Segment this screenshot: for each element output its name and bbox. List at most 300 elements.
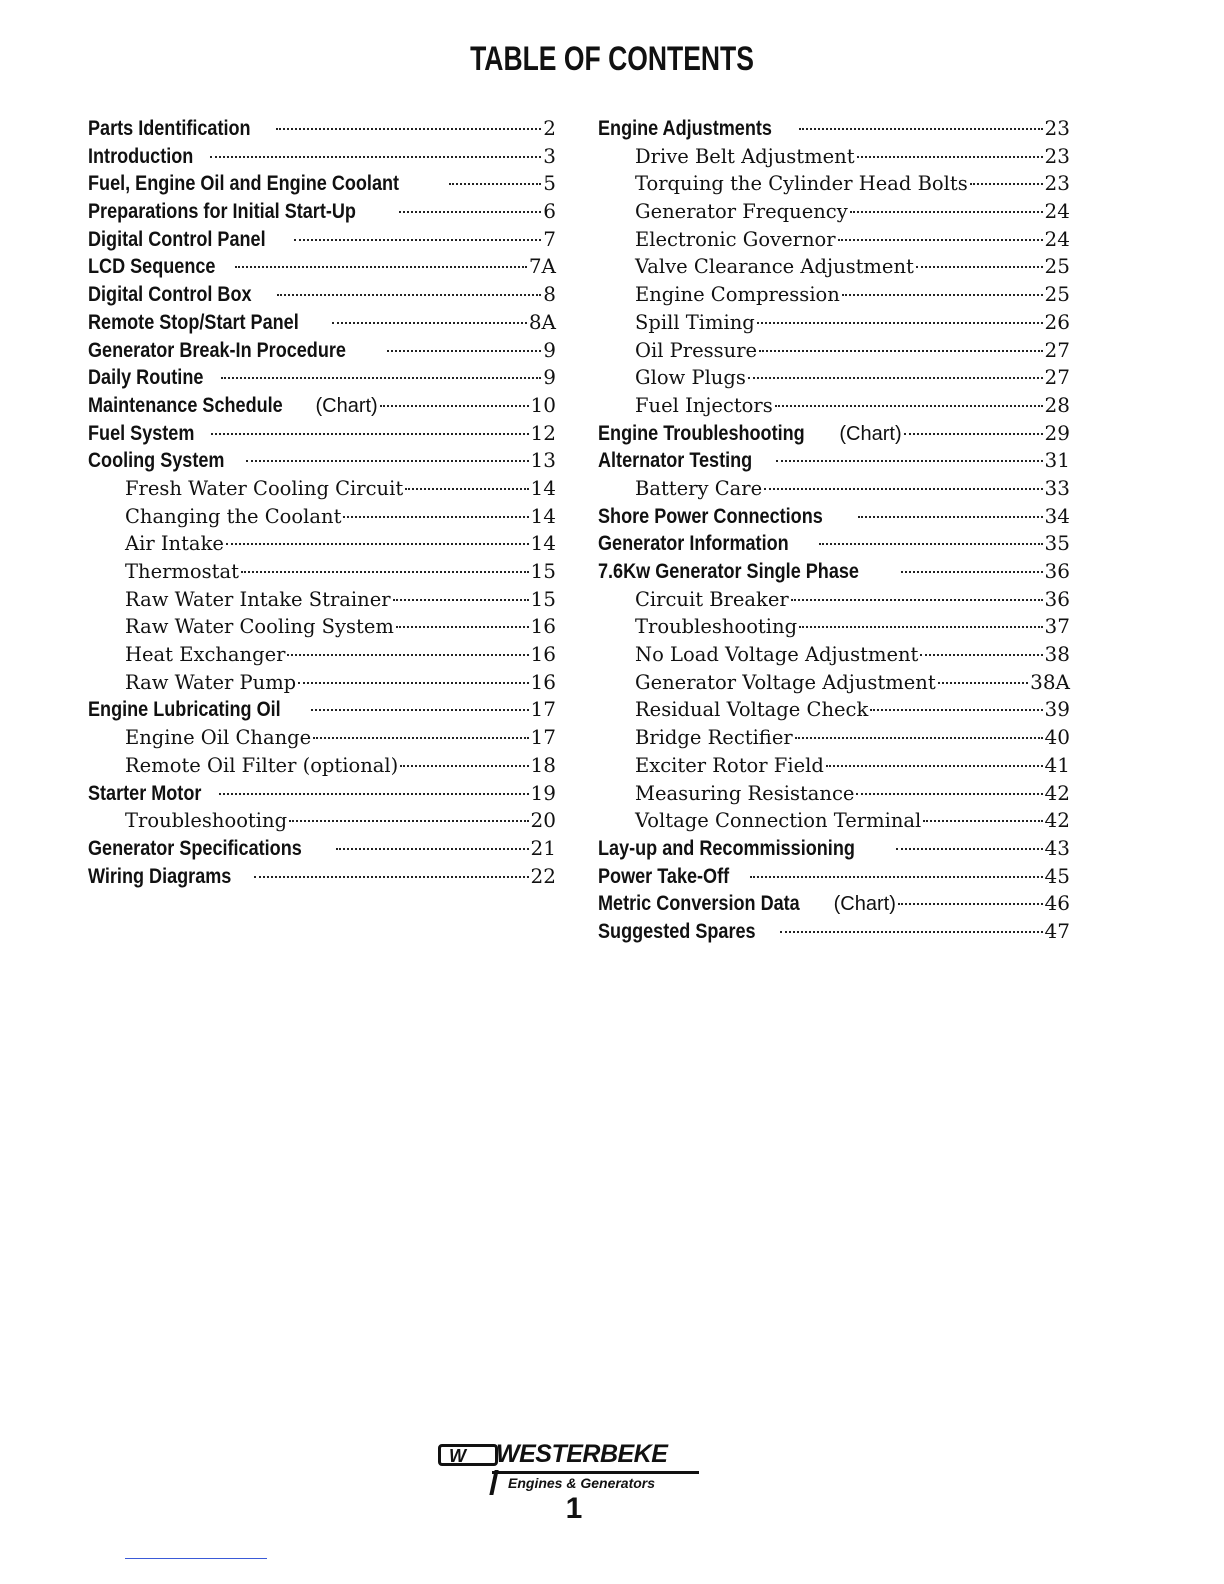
dot-leader	[938, 682, 1028, 684]
dot-leader	[277, 294, 541, 296]
toc-page-number: 3	[543, 143, 556, 168]
toc-page-number: 7A	[528, 254, 556, 279]
toc-entry-title	[635, 780, 854, 808]
dot-leader	[799, 128, 1042, 130]
toc-entry	[598, 309, 1070, 337]
toc-page-number: 14	[530, 475, 556, 500]
toc-entry	[88, 669, 556, 697]
toc-page-number: 27	[1044, 365, 1070, 390]
dot-leader	[313, 737, 528, 739]
toc-page-number: 9	[543, 365, 556, 390]
dot-leader	[405, 488, 528, 490]
toc-entry-label: Preparations for Initial Start-Up	[88, 200, 356, 224]
toc-entry	[88, 115, 556, 143]
toc-entry	[88, 613, 556, 641]
toc-entry-label: Starter Motor	[88, 781, 202, 805]
toc-page-number: 26	[1044, 309, 1070, 334]
toc-entry	[598, 447, 1070, 475]
toc-entry-label: Drive Belt Adjustment	[635, 144, 855, 168]
dot-leader	[799, 626, 1043, 628]
logo-bar	[489, 1470, 498, 1495]
toc-page-number: 43	[1044, 835, 1070, 860]
toc-entry	[88, 530, 556, 558]
toc-entry-label: Power Take-Off	[598, 864, 730, 888]
toc-page-number: 27	[1044, 337, 1070, 362]
dot-leader	[393, 599, 529, 601]
toc-entry-title	[598, 835, 894, 863]
toc-page-number: 41	[1044, 752, 1070, 777]
toc-page-number: 14	[530, 503, 556, 528]
toc-entry-label: Digital Control Box	[88, 283, 252, 307]
toc-entry-title	[635, 696, 868, 724]
dot-leader	[748, 377, 1043, 379]
toc-page-number: 45	[1044, 863, 1070, 888]
toc-entry-label: Engine Adjustments	[598, 117, 772, 140]
toc-entry-title	[125, 724, 311, 752]
toc-entry	[598, 835, 1070, 863]
toc-page-number: 42	[1044, 780, 1070, 805]
toc-entry-title	[635, 198, 848, 226]
dot-leader	[449, 183, 542, 185]
dot-leader	[311, 709, 528, 711]
toc-entry	[88, 253, 556, 281]
toc-page-number: 42	[1044, 808, 1070, 833]
toc-page-number: 15	[530, 559, 556, 583]
toc-entry-title	[635, 392, 773, 420]
dot-leader	[898, 903, 1043, 905]
logo-underline	[492, 1471, 699, 1474]
dot-leader	[211, 433, 529, 435]
toc-page-number: 2	[543, 116, 556, 140]
toc-page-number: 14	[530, 531, 556, 556]
toc-entry-title	[125, 669, 296, 697]
toc-entry	[598, 420, 1070, 448]
toc-entry-title	[88, 170, 447, 198]
toc-entry	[598, 669, 1070, 697]
toc-entry-title	[635, 170, 968, 198]
dot-leader	[775, 405, 1043, 407]
dot-leader	[764, 488, 1042, 490]
toc-right-column	[598, 115, 1070, 946]
toc-entry-label: Engine Compression	[635, 283, 840, 307]
toc-entry-title	[635, 281, 840, 309]
toc-entry-label: Metric Conversion Data	[598, 892, 800, 916]
toc-entry-label: Remote Stop/Start Panel	[88, 310, 299, 334]
toc-entry-label: No Load Voltage Adjustment	[635, 643, 919, 667]
toc-page-number: 47	[1044, 918, 1070, 943]
dot-leader	[904, 433, 1043, 435]
toc-entry-label: Troubleshooting	[125, 809, 288, 833]
toc-page-number: 17	[530, 725, 556, 750]
page-title: TABLE OF CONTENTS	[470, 40, 754, 78]
toc-page-number: 21	[530, 835, 556, 860]
brand-tagline: Engines & Generators	[508, 1475, 656, 1491]
toc-entry-title	[598, 890, 896, 919]
dot-leader	[776, 460, 1042, 462]
toc-entry-label: Voltage Connection Terminal	[635, 809, 922, 833]
toc-entry	[598, 558, 1070, 586]
toc-entry-title	[125, 807, 287, 835]
toc-entry-label: Battery Care	[635, 476, 763, 500]
toc-entry-title	[598, 918, 778, 946]
toc-entry	[88, 863, 556, 891]
toc-page-number: 5	[543, 171, 556, 196]
toc-entry-title	[635, 586, 789, 614]
toc-entry	[88, 835, 556, 863]
toc-entry-label: Torquing the Cylinder Head Bolts	[635, 172, 968, 196]
toc-entry-title	[88, 281, 275, 309]
toc-page-number: 16	[530, 614, 556, 639]
dot-leader	[750, 876, 1043, 878]
toc-page-number: 23	[1044, 116, 1070, 140]
toc-entry-title	[125, 530, 224, 558]
toc-entry	[88, 586, 556, 614]
toc-entry-title	[598, 115, 797, 143]
toc-entry-title	[635, 752, 824, 780]
toc-entry	[598, 586, 1070, 614]
dot-leader	[795, 737, 1043, 739]
toc-entry-title	[635, 143, 855, 171]
logo-mark-box	[438, 1444, 498, 1466]
toc-page-number: 24	[1044, 226, 1070, 251]
toc-entry-label: Introduction	[88, 144, 194, 168]
toc-page-number: 19	[530, 780, 556, 805]
toc-entry-title	[125, 586, 391, 614]
toc-entry-title	[635, 807, 921, 835]
toc-entry	[88, 475, 556, 503]
toc-entry	[598, 696, 1070, 724]
dot-leader	[226, 543, 529, 545]
dot-leader	[235, 266, 527, 268]
toc-entry	[88, 170, 556, 198]
toc-entry-title	[125, 641, 285, 669]
page-number: 1	[565, 1492, 583, 1525]
dot-leader	[343, 516, 528, 518]
dot-leader	[332, 322, 527, 324]
toc-entry-title	[635, 337, 757, 365]
toc-entry	[88, 696, 556, 724]
toc-entry-label: Generator Break-In Procedure	[88, 338, 346, 362]
dot-leader	[298, 682, 528, 684]
toc-page-number: 6	[543, 199, 556, 224]
toc-entry-label: Troubleshooting	[635, 615, 798, 639]
toc-entry	[88, 309, 556, 337]
toc-entry-label: Measuring Resistance	[635, 781, 855, 805]
toc-page-number: 23	[1044, 143, 1070, 168]
toc-entry-label: Digital Control Panel	[88, 227, 266, 251]
toc-entry	[598, 392, 1070, 420]
toc-entry	[88, 780, 556, 808]
toc-entry-label: Daily Routine	[88, 366, 204, 390]
toc-entry-label: Parts Identification	[88, 117, 251, 140]
dot-leader	[380, 405, 529, 407]
toc-entry	[88, 420, 556, 448]
dot-leader	[858, 516, 1042, 518]
toc-page-number: 29	[1044, 420, 1070, 445]
dot-leader	[246, 460, 529, 462]
toc-entry-label: Alternator Testing	[598, 449, 753, 473]
toc-page-number: 16	[530, 669, 556, 694]
toc-page-number: 15	[530, 586, 556, 611]
dot-leader	[838, 239, 1043, 241]
toc-page-number: 36	[1044, 559, 1070, 583]
toc-entry	[598, 530, 1070, 558]
toc-page-number: 28	[1044, 392, 1070, 417]
toc-entry-title	[88, 863, 252, 891]
toc-entry-label: Lay-up and Recommissioning	[598, 836, 855, 860]
toc-entry	[88, 641, 556, 669]
toc-page-number: 38A	[1030, 669, 1070, 694]
toc-page-number: 16	[530, 642, 556, 667]
toc-entry-label: Valve Clearance Adjustment	[635, 255, 914, 279]
toc-page-number: 10	[530, 392, 556, 417]
toc-entry-label: Fuel Injectors	[635, 393, 773, 417]
toc-entry-label: Raw Water Cooling System	[125, 615, 394, 639]
toc-page-number: 34	[1044, 503, 1070, 528]
toc-entry-title	[88, 198, 397, 226]
toc-entry-title	[88, 337, 385, 365]
dot-leader	[400, 765, 528, 767]
toc-entry	[88, 337, 556, 365]
toc-entry-label: Raw Water Intake Strainer	[125, 587, 391, 611]
toc-entry	[88, 752, 556, 780]
toc-entry	[88, 226, 556, 254]
toc-entry	[598, 364, 1070, 392]
toc-entry	[88, 447, 556, 475]
toc-page-number: 38	[1044, 642, 1070, 667]
dot-leader	[276, 128, 541, 130]
toc-entry-title	[635, 226, 836, 254]
toc-entry-title	[125, 475, 403, 503]
dot-leader	[970, 183, 1043, 185]
toc-entry	[598, 780, 1070, 808]
toc-entry-label: Spill Timing	[635, 310, 755, 334]
toc-entry-label: Generator Voltage Adjustment	[635, 670, 936, 694]
toc-entry-label: Remote Oil Filter (optional)	[125, 753, 399, 777]
toc-entry-title	[125, 503, 341, 531]
toc-entry-label: Electronic Governor	[635, 227, 836, 251]
toc-entry-title	[635, 309, 755, 337]
toc-page-number: 37	[1044, 614, 1070, 639]
toc-entry	[88, 392, 556, 420]
toc-entry-title	[635, 475, 762, 503]
toc-entry-title	[88, 309, 330, 337]
toc-entry-title	[598, 530, 817, 558]
toc-entry-label: Fresh Water Cooling Circuit	[125, 476, 404, 500]
toc-entry	[598, 724, 1070, 752]
toc-page-number: 46	[1044, 891, 1070, 916]
toc-entry	[598, 475, 1070, 503]
toc-entry-label: Raw Water Pump	[125, 670, 297, 694]
toc-entry-title	[88, 143, 208, 171]
toc-entry	[598, 613, 1070, 641]
logo-mark: W	[449, 1446, 464, 1466]
dot-leader	[241, 571, 529, 573]
toc-entry-title	[88, 364, 219, 392]
toc-entry-label: Thermostat	[125, 560, 239, 583]
dot-leader	[920, 654, 1042, 656]
toc-entry	[598, 752, 1070, 780]
toc-entry-title	[598, 558, 899, 586]
toc-page-number: 25	[1044, 254, 1070, 279]
toc-entry-title	[125, 752, 398, 780]
toc-entry-label: Generator Specifications	[88, 836, 302, 860]
dot-leader	[791, 599, 1043, 601]
toc-entry	[88, 364, 556, 392]
toc-entry-label: Glow Plugs	[635, 366, 746, 390]
scan-artifact-line	[125, 1558, 267, 1559]
toc-entry-label: Engine Troubleshooting	[598, 421, 805, 445]
toc-entry	[598, 503, 1070, 531]
toc-page-number: 7	[543, 226, 556, 251]
toc-entry	[88, 724, 556, 752]
toc-entry	[598, 641, 1070, 669]
dot-leader	[916, 266, 1043, 268]
toc-entry-title	[635, 364, 746, 392]
toc-entry-title	[88, 447, 244, 475]
toc-entry-label: Heat Exchanger	[125, 643, 286, 667]
toc-entry	[598, 918, 1070, 946]
toc-entry	[598, 281, 1070, 309]
toc-entry	[88, 503, 556, 531]
toc-entry-label: Changing the Coolant	[125, 504, 342, 528]
toc-entry	[598, 890, 1070, 918]
toc-entry-label: Residual Voltage Check	[635, 698, 869, 722]
dot-leader	[850, 211, 1043, 213]
toc-entry-title	[88, 835, 334, 863]
toc-entry-title	[88, 780, 217, 808]
toc-entry-title	[88, 696, 309, 724]
toc-page-number: 17	[530, 697, 556, 722]
dot-leader	[294, 239, 542, 241]
toc-entry	[598, 253, 1070, 281]
toc-entry-title	[88, 392, 378, 421]
toc-entry-title	[598, 420, 902, 449]
toc-page-number: 22	[530, 863, 556, 888]
dot-leader	[387, 350, 541, 352]
toc-entry-label: LCD Sequence	[88, 255, 216, 279]
toc-entry-label: Maintenance Schedule	[88, 393, 283, 417]
toc-entry	[598, 807, 1070, 835]
toc-entry-suffix: (Chart)	[315, 394, 378, 417]
toc-entry-title	[598, 447, 774, 475]
dot-leader	[901, 571, 1043, 573]
toc-entry-title	[635, 669, 936, 697]
toc-entry-title	[635, 613, 797, 641]
toc-page-number: 13	[530, 448, 556, 473]
dot-leader	[857, 156, 1043, 158]
dot-leader	[896, 848, 1043, 850]
dot-leader	[219, 793, 529, 795]
toc-page-number: 8A	[528, 309, 556, 334]
toc-entry	[88, 558, 556, 586]
toc-page-number: 40	[1044, 725, 1070, 750]
dot-leader	[210, 156, 542, 158]
toc-entry-title	[635, 724, 793, 752]
toc-entry	[88, 143, 556, 171]
toc-entry-label: Fuel, Engine Oil and Engine Coolant	[88, 172, 400, 196]
toc-entry-label: Fuel System	[88, 421, 195, 445]
dot-leader	[780, 931, 1042, 933]
dot-leader	[759, 350, 1042, 352]
toc-entry-label: Cooling System	[88, 449, 225, 473]
toc-entry	[598, 170, 1070, 198]
dot-leader	[757, 322, 1043, 324]
toc-entry	[598, 143, 1070, 171]
toc-entry-title	[125, 613, 394, 641]
toc-entry-suffix: (Chart)	[839, 422, 902, 445]
toc-entry-label: 7.6Kw Generator Single Phase	[598, 560, 859, 583]
toc-page-number: 36	[1044, 586, 1070, 611]
dot-leader	[399, 211, 542, 213]
dot-leader	[826, 765, 1043, 767]
toc-page-number: 24	[1044, 199, 1070, 224]
toc-entry-title	[635, 253, 914, 281]
toc-entry-label: Wiring Diagrams	[88, 864, 232, 888]
toc-page-number: 18	[530, 752, 556, 777]
toc-entry-label: Exciter Rotor Field	[635, 753, 824, 777]
dot-leader	[870, 709, 1042, 711]
toc-entry-label: Circuit Breaker	[635, 587, 789, 611]
toc-entry-title	[88, 253, 233, 281]
toc-entry-title	[598, 863, 748, 891]
toc-page-number: 12	[530, 420, 556, 445]
toc-page-number: 39	[1044, 697, 1070, 722]
toc-page-number: 35	[1044, 531, 1070, 556]
toc-entry-title	[88, 226, 292, 254]
toc-entry-title	[598, 503, 856, 531]
toc-entry-label: Engine Lubricating Oil	[88, 698, 281, 722]
dot-leader	[856, 793, 1042, 795]
toc-entry-label: Shore Power Connections	[598, 504, 823, 528]
toc-entry-title	[635, 641, 918, 669]
toc-page-number: 33	[1044, 475, 1070, 500]
dot-leader	[336, 848, 529, 850]
dot-leader	[396, 626, 529, 628]
toc-entry	[88, 807, 556, 835]
dot-leader	[819, 543, 1043, 545]
toc-entry-label: Air Intake	[125, 532, 224, 556]
toc-entry-label: Bridge Rectifier	[635, 726, 793, 750]
toc-page-number: 25	[1044, 282, 1070, 307]
dot-leader	[254, 876, 529, 878]
brand-name: WESTERBEKE	[496, 1440, 668, 1468]
toc-entry	[598, 226, 1070, 254]
toc-entry-title	[125, 558, 239, 586]
toc-entry	[88, 198, 556, 226]
toc-entry-label: Generator Frequency	[635, 200, 848, 224]
toc-entry-label: Suggested Spares	[598, 919, 756, 943]
toc-entry	[598, 337, 1070, 365]
toc-entry	[598, 863, 1070, 891]
toc-entry-title	[88, 420, 209, 448]
toc-entry-title	[88, 115, 274, 143]
dot-leader	[923, 820, 1042, 822]
dot-leader	[289, 820, 529, 822]
toc-entry-label: Generator Information	[598, 532, 789, 556]
toc-page-number: 8	[543, 282, 556, 307]
toc-left-column	[88, 115, 556, 890]
dot-leader	[842, 294, 1043, 296]
toc-page-number: 31	[1044, 448, 1070, 473]
toc-entry-label: Engine Oil Change	[125, 726, 312, 750]
toc-entry-label: Oil Pressure	[635, 338, 758, 362]
dot-leader	[221, 377, 541, 379]
toc-entry	[598, 198, 1070, 226]
toc-entry	[598, 115, 1070, 143]
toc-page-number: 9	[543, 337, 556, 362]
toc-page-number: 23	[1044, 171, 1070, 196]
